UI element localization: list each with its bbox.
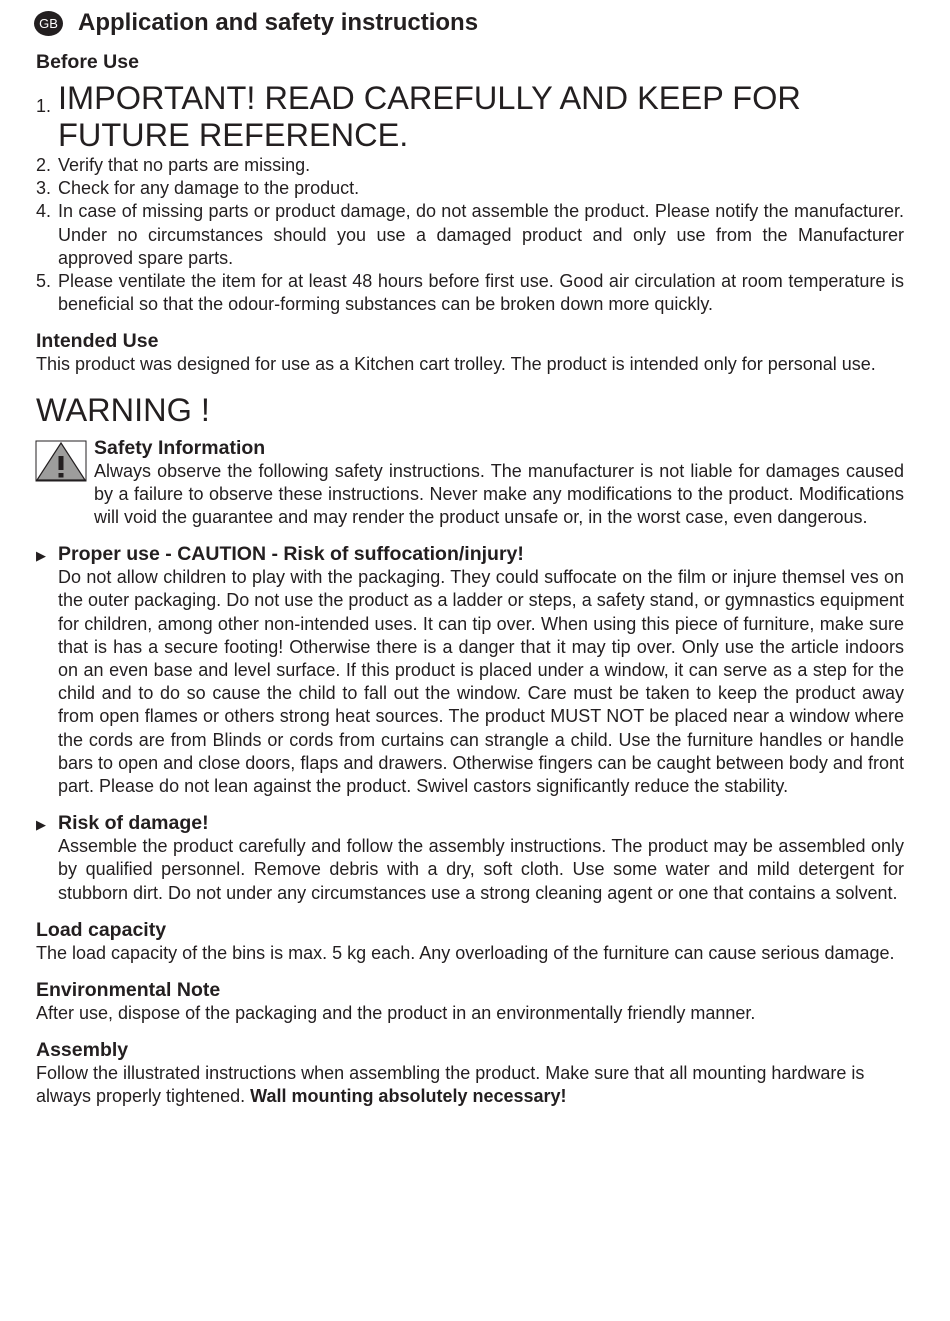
environmental-note-section [36, 978, 904, 1025]
triangle-bullet-icon: ▶ [36, 548, 46, 564]
list-item [36, 200, 904, 270]
triangle-bullet-icon: ▶ [36, 817, 46, 833]
list-number: 1. [36, 96, 52, 116]
list-number: 5. [36, 271, 52, 292]
list-text: IMPORTANT! READ CAREFULLY AND KEEP FOR FUTURE REFERENCE. [58, 80, 801, 153]
list-number: 2. [36, 155, 52, 175]
assembly-instructions: Follow the illustrated instructions when assembling the product. Make sure that all mounting hardware is always properly tightened. [36, 1063, 865, 1107]
safety-information-heading: Safety Information [94, 436, 266, 459]
list-item [36, 177, 904, 200]
proper-use-heading: Proper use - CAUTION - Risk of suffocation/injury! [58, 543, 524, 566]
assembly-section [36, 1038, 904, 1108]
assembly-heading: Assembly [36, 1039, 129, 1062]
intended-use-heading: Intended Use [36, 330, 159, 353]
before-use-list [36, 80, 904, 316]
wall-mounting-notice: Wall mounting absolutely necessary! [250, 1086, 567, 1107]
proper-use-text: Do not allow children to play with the packaging. They could suffocate on the film or injure themsel ves on the outer packaging. Do not use the product as a ladder or steps, a safety stand, or gymnastics equipment for children, among other non-intended uses. It can tip over. When using this piece of furniture, make sure that is has a secure footing! Otherwise there is a danger that it may tip over. Only use the article indoors on an even base and level surface. If this product is placed under a window, it can serve as a step for the child and to do so cause the child to fall out the window. Care must be taken to keep the product away from open flames or others strong heat sources. The product MUST NOT be placed near a window where the cords are from Blinds or cords from curtains can strangle a child. Use the furniture handles or handle bars to open and close doors, flaps and drawers. Otherwise fingers can be caught between body and front part. Please do not lean against the product. Swivel castors significantly reduce the stability. [58, 567, 904, 797]
list-text: Verify that no parts are missing. [58, 155, 311, 175]
instruction-page [36, 8, 904, 1109]
safety-information-block [36, 436, 904, 530]
page-header [36, 8, 904, 38]
list-text: Please ventilate the item for at least 48 hours before first use. Good air circulation at room temperature is beneficial so that the odour-forming substances can be broken down more quickly. [58, 271, 904, 315]
list-text: In case of missing parts or product damage, do not assemble the product. Please notify the manufacturer. Under no circumstances should you use a damaged product and only use from the Manufacturer approved spare parts. [58, 201, 904, 268]
warning-triangle-icon [35, 440, 87, 482]
risk-of-damage-text: Assemble the product carefully and follow the assembly instructions. The product may be assembled only by qualified personnel. Remove debris with a dry, soft cloth. Use some water and mild detergent for stubborn dirt. Do not under any circumstances use a strong cleaning agent or one that contains a solvent. [58, 836, 904, 903]
list-text: Check for any damage to the product. [58, 178, 360, 199]
before-use-heading: Before Use [36, 51, 139, 73]
environmental-note-text: After use, dispose of the packaging and the product in an environmentally friendly manner. [36, 1003, 756, 1024]
proper-use-block [36, 542, 904, 798]
assembly-text [36, 1062, 904, 1108]
list-number: 4. [36, 201, 52, 222]
page-title: Application and safety instructions [78, 9, 479, 36]
language-badge: GB [34, 11, 63, 36]
safety-information-text: Always observe the following safety instructions. The manufacturer is not liable for damages caused by a failure to observe these instructions. Never make any modifications to the product. Modifications will void the guarantee and may render the product unsafe or, in the worst case, even dangerous. [94, 460, 904, 528]
list-item [36, 270, 904, 316]
list-item [36, 80, 904, 154]
load-capacity-heading: Load capacity [36, 918, 167, 941]
intended-use-text: This product was designed for use as a Kitchen cart trolley. The product is intended only for personal use. [36, 354, 876, 375]
load-capacity-section [36, 918, 904, 965]
list-item [36, 154, 904, 177]
warning-title: WARNING ! [36, 391, 210, 428]
list-number: 3. [36, 178, 52, 199]
risk-of-damage-block [36, 811, 904, 905]
environmental-note-heading: Environmental Note [36, 979, 221, 1002]
load-capacity-text: The load capacity of the bins is max. 5 kg each. Any overloading of the furniture can cause serious damage. [36, 942, 895, 963]
risk-of-damage-heading: Risk of damage! [58, 812, 209, 835]
